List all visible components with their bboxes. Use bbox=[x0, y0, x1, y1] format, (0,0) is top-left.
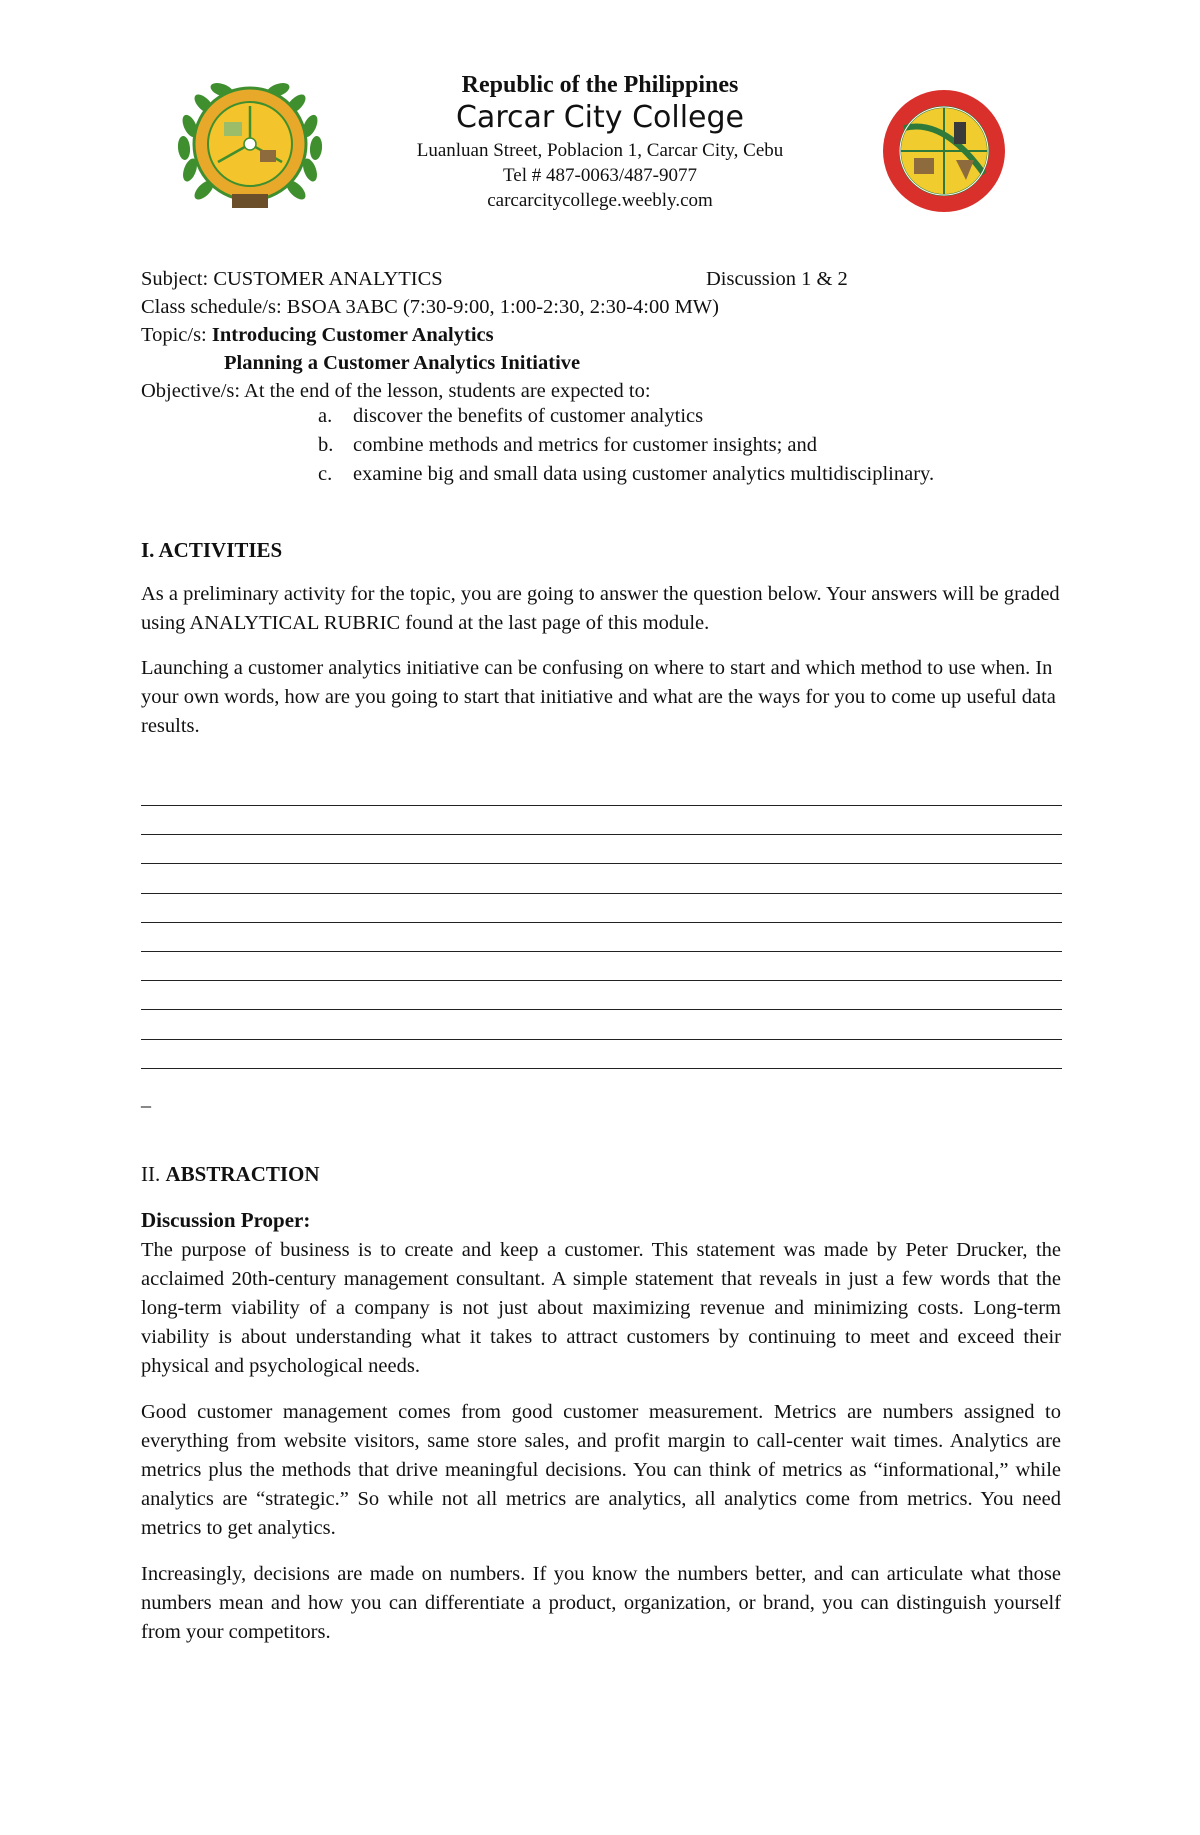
header-telephone: Tel # 487-0063/487-9077 bbox=[503, 165, 697, 186]
topic-label: Topic/s: bbox=[141, 324, 207, 346]
header-college-name: Carcar City College bbox=[455, 100, 745, 135]
answer-line[interactable] bbox=[141, 834, 1062, 835]
subject-line bbox=[141, 265, 443, 293]
answer-line[interactable] bbox=[141, 1068, 1062, 1069]
answer-trailing-dash: _ bbox=[141, 1088, 151, 1110]
abstraction-heading-text: ABSTRACTION bbox=[165, 1162, 320, 1186]
topic-line bbox=[141, 321, 494, 349]
abstraction-heading-number: II. bbox=[141, 1162, 161, 1186]
answer-line[interactable] bbox=[141, 893, 1062, 894]
subject-value: CUSTOMER ANALYTICS bbox=[213, 268, 443, 290]
topic-1: Introducing Customer Analytics bbox=[211, 324, 494, 346]
discussion-proper-label: Discussion Proper: bbox=[141, 1208, 311, 1232]
answer-line[interactable] bbox=[141, 805, 1062, 806]
abstraction-paragraph-1: The purpose of business is to create and keep a customer. This statement was made by Peter Drucker, the acclaimed 20th-century management consultant. A simple statement that reveals in just a few words that the long-term viability of a company is not just about maximizing revenue and minimizing costs. Long-term viability is about understanding what it takes to attract customers by continuing to meet and exceed their physical and psychological needs. bbox=[141, 1239, 1061, 1377]
answer-line[interactable] bbox=[141, 980, 1062, 981]
schedule-label: Class schedule/s: bbox=[141, 296, 282, 318]
answer-line[interactable] bbox=[141, 1009, 1062, 1010]
header-website: carcarcitycollege.weebly.com bbox=[487, 190, 713, 211]
abstraction-heading bbox=[141, 1162, 320, 1187]
activities-paragraph-1: As a preliminary activity for the topic, you are going to answer the question below. Your answers will be graded using ANALYTICAL RUBRIC found at the last page of this module. bbox=[141, 583, 1060, 634]
schedule-value: BSOA 3ABC (7:30-9:00, 1:00-2:30, 2:30-4:00 MW) bbox=[286, 296, 719, 318]
city-of-carcar-seal-icon bbox=[870, 88, 1018, 214]
objectives-intro: Objective/s: At the end of the lesson, students are expected to: bbox=[141, 380, 651, 402]
answer-line[interactable] bbox=[141, 1039, 1062, 1040]
discussion-number: Discussion 1 & 2 bbox=[706, 268, 848, 290]
header-address: Luanluan Street, Poblacion 1, Carcar City, Cebu bbox=[416, 140, 784, 161]
activities-question: Launching a customer analytics initiative can be confusing on where to start and which method to use when. In your own words, how are you going to start that initiative and what are the ways for you to come up useful data results. bbox=[141, 657, 1056, 737]
answer-line[interactable] bbox=[141, 951, 1062, 952]
carcar-city-college-seal-icon bbox=[170, 66, 330, 216]
objective-item: discover the benefits of customer analytics bbox=[353, 405, 704, 427]
objective-item: examine big and small data using customer analytics multidisciplinary. bbox=[353, 463, 935, 485]
objective-item: combine methods and metrics for customer insights; and bbox=[353, 434, 818, 456]
objective-letter: a. bbox=[318, 405, 333, 427]
objective-letter: c. bbox=[318, 463, 333, 485]
answer-line[interactable] bbox=[141, 863, 1062, 864]
activities-heading: I. ACTIVITIES bbox=[141, 538, 283, 562]
objective-letter: b. bbox=[318, 434, 334, 456]
abstraction-paragraph-3: Increasingly, decisions are made on numbers. If you know the numbers better, and can articulate what those numbers mean and how you can differentiate a product, organization, or brand, you can distinguish yourself from your competitors. bbox=[141, 1563, 1061, 1643]
answer-line[interactable] bbox=[141, 922, 1062, 923]
abstraction-paragraph-2: Good customer management comes from good customer measurement. Metrics are numbers assigned to everything from website visitors, same store sales, and profit margin to call-center wait times. Analytics are metrics plus the methods that drive meaningful decisions. You can think of metrics as “informational,” while analytics are “strategic.” So while not all metrics are analytics, all analytics come from metrics. You need metrics to get analytics. bbox=[141, 1401, 1061, 1539]
topic-2: Planning a Customer Analytics Initiative bbox=[224, 352, 581, 374]
schedule-line bbox=[141, 293, 719, 321]
header-republic: Republic of the Philippines bbox=[461, 72, 739, 98]
subject-label: Subject: bbox=[141, 268, 209, 290]
